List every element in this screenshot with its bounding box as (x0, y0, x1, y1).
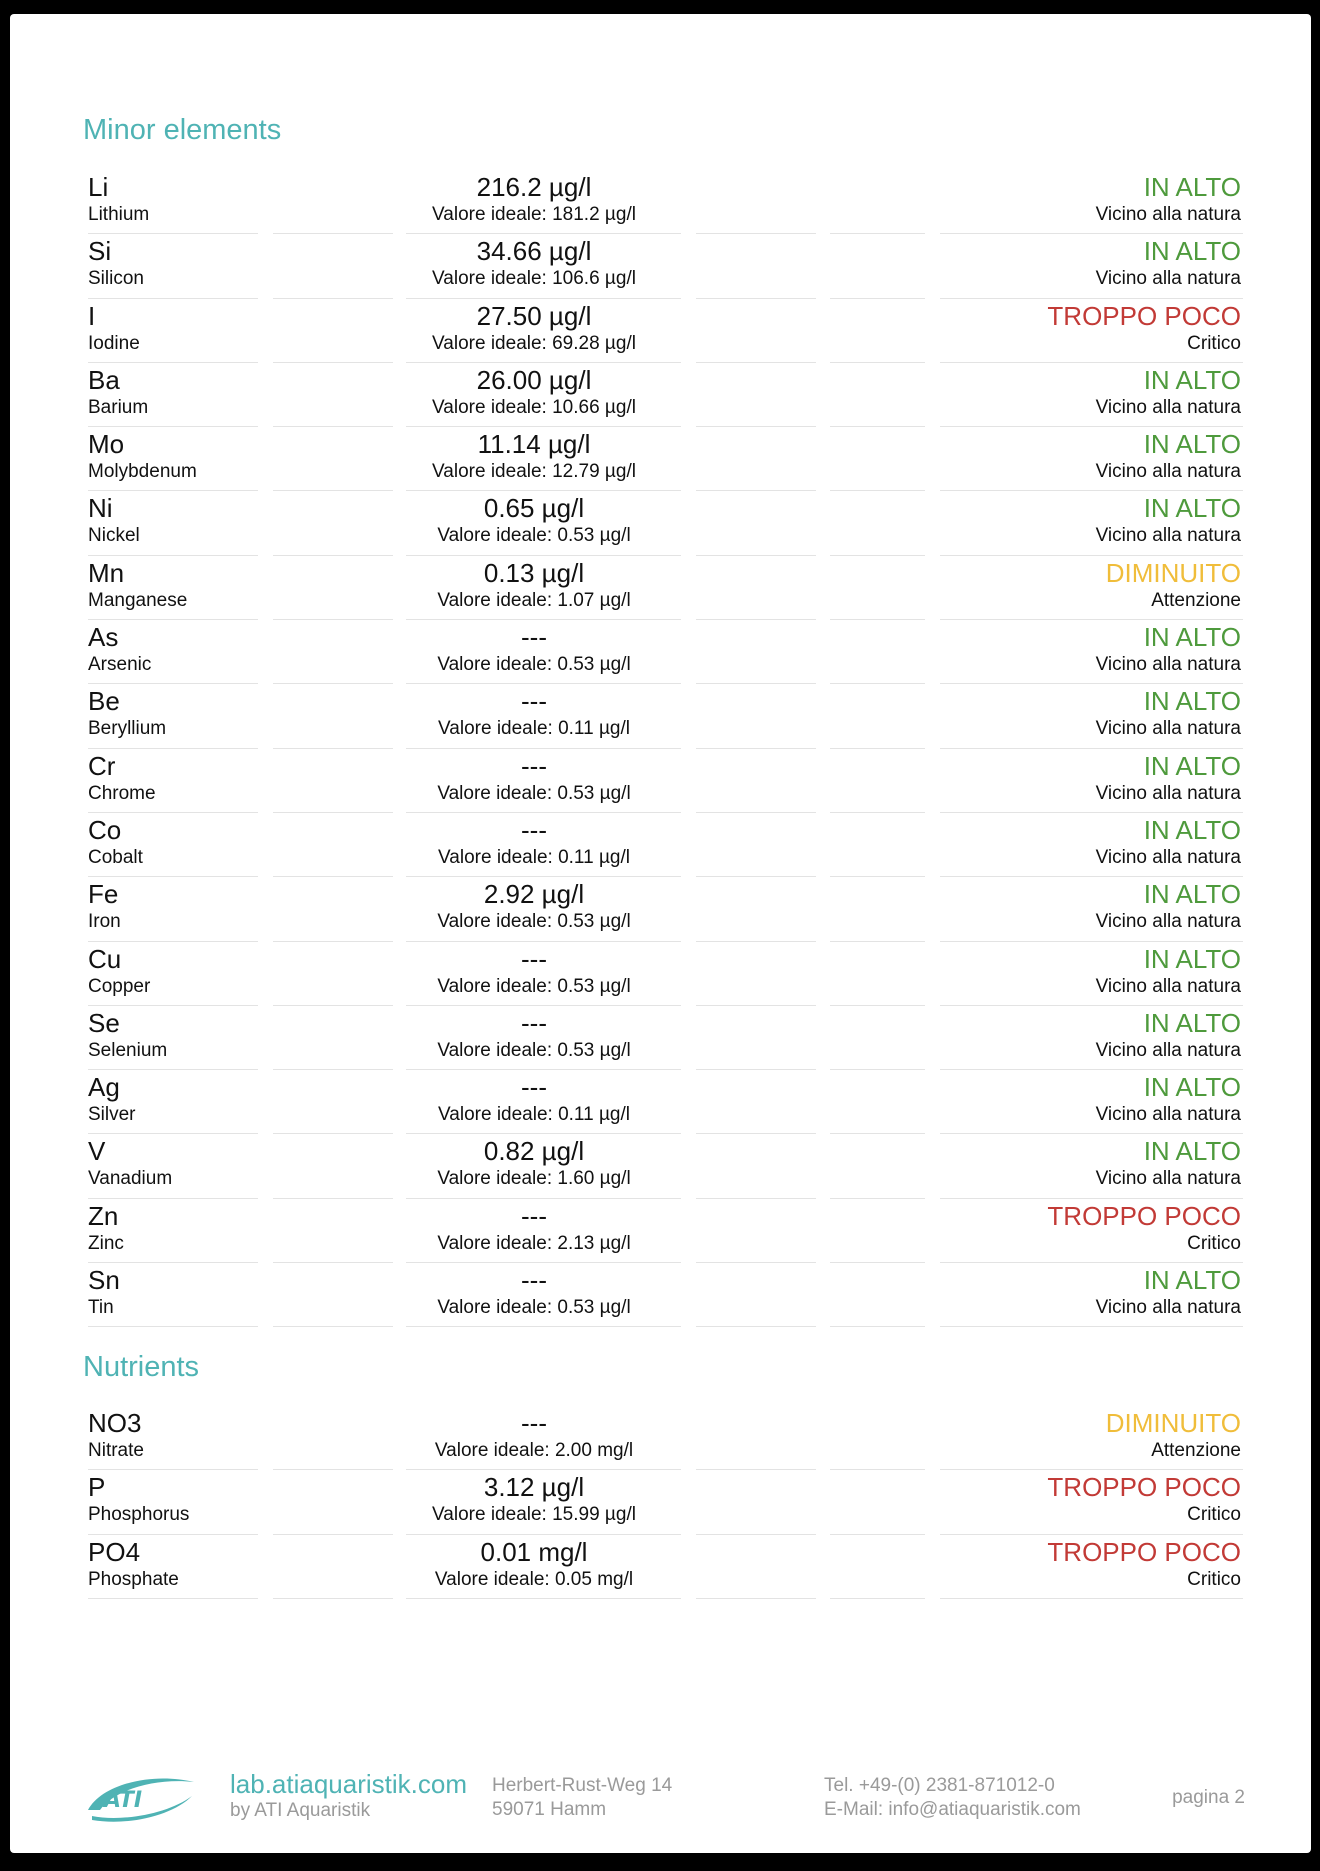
measured-value: 0.13 µg/l (483, 557, 585, 588)
status-label: IN ALTO (1143, 1136, 1241, 1167)
measured-value: --- (521, 622, 547, 653)
status-note: Vicino alla natura (1095, 1039, 1241, 1061)
element-name: Iodine (88, 332, 140, 354)
table-row (83, 1006, 1243, 1070)
measured-value: --- (521, 1007, 547, 1038)
status-note: Vicino alla natura (1095, 1104, 1241, 1126)
element-name: Silver (88, 1104, 136, 1126)
table-row (83, 556, 1243, 620)
status-note: Vicino alla natura (1095, 268, 1241, 290)
table-row (83, 684, 1243, 748)
status-note: Critico (1187, 1568, 1241, 1590)
measured-value: 216.2 µg/l (476, 172, 592, 202)
element-name: Silicon (88, 268, 144, 290)
status-label: DIMINUITO (1105, 557, 1241, 588)
status-note: Vicino alla natura (1095, 718, 1241, 740)
footer-email[interactable]: E-Mail: info@atiaquaristik.com (824, 1799, 1081, 1820)
element-name: Phosphate (88, 1568, 179, 1590)
measured-value: 3.12 µg/l (483, 1472, 585, 1503)
element-symbol: Co (88, 814, 122, 845)
footer-site-link[interactable]: lab.atiaquaristik.com (230, 1769, 467, 1799)
table-row (83, 1535, 1243, 1599)
table-row (83, 813, 1243, 877)
status-note: Vicino alla natura (1095, 654, 1241, 676)
table-row (83, 1070, 1243, 1134)
status-label: IN ALTO (1143, 943, 1241, 974)
status-label: IN ALTO (1143, 622, 1241, 653)
footer-byline: by ATI Aquaristik (230, 1800, 371, 1821)
element-name: Molybdenum (88, 461, 197, 483)
status-note: Vicino alla natura (1095, 846, 1241, 868)
table-row (83, 234, 1243, 298)
table-row (83, 170, 1243, 234)
report-page (10, 14, 1311, 1853)
status-label: IN ALTO (1143, 814, 1241, 845)
status-label: TROPPO POCO (1047, 1472, 1241, 1503)
element-symbol: PO4 (88, 1536, 141, 1567)
element-name: Selenium (88, 1039, 168, 1061)
ideal-value: Valore ideale: 0.11 µg/l (438, 1104, 630, 1126)
element-name: Cobalt (88, 846, 143, 868)
element-name: Nitrate (88, 1440, 144, 1461)
ideal-value: Valore ideale: 69.28 µg/l (432, 332, 636, 354)
ideal-value: Valore ideale: 0.05 mg/l (434, 1568, 634, 1590)
element-name: Chrome (88, 782, 156, 804)
table-row (83, 1470, 1243, 1534)
table-row (83, 299, 1243, 363)
ati-logo-icon (82, 1766, 202, 1826)
status-label: TROPPO POCO (1047, 300, 1241, 331)
element-symbol: Ag (88, 1072, 120, 1103)
element-symbol: Mo (88, 429, 125, 460)
table-row (83, 1134, 1243, 1198)
measured-value: --- (521, 1265, 547, 1296)
element-symbol: Ni (88, 493, 113, 524)
status-note: Vicino alla natura (1095, 782, 1241, 804)
status-label: TROPPO POCO (1047, 1200, 1241, 1231)
status-label: IN ALTO (1143, 493, 1241, 524)
ideal-value: Valore ideale: 0.53 µg/l (437, 911, 631, 933)
ideal-value: Valore ideale: 1.07 µg/l (437, 589, 631, 611)
table-row (83, 749, 1243, 813)
section-title-nutrients: Nutrients (83, 1351, 200, 1383)
measured-value: --- (521, 1200, 547, 1231)
table-row (83, 363, 1243, 427)
element-symbol: Ba (88, 364, 120, 395)
measured-value: 34.66 µg/l (476, 236, 592, 267)
element-symbol: Cr (88, 750, 116, 781)
ideal-value: Valore ideale: 0.53 µg/l (437, 1039, 631, 1061)
measured-value: 27.50 µg/l (476, 300, 592, 331)
element-name: Lithium (88, 204, 150, 225)
status-note: Vicino alla natura (1095, 396, 1241, 418)
element-name: Vanadium (88, 1168, 173, 1190)
element-name: Copper (88, 975, 151, 997)
measured-value: 2.92 µg/l (483, 879, 585, 910)
measured-value: --- (521, 943, 547, 974)
table-row (83, 1406, 1243, 1470)
status-label: IN ALTO (1143, 686, 1241, 717)
element-name: Barium (88, 396, 149, 418)
measured-value: --- (521, 750, 547, 781)
ideal-value: Valore ideale: 181.2 µg/l (432, 204, 636, 225)
ideal-value: Valore ideale: 1.60 µg/l (437, 1168, 631, 1190)
status-note: Attenzione (1151, 1440, 1241, 1461)
ideal-value: Valore ideale: 0.53 µg/l (437, 975, 631, 997)
element-name: Zinc (88, 1232, 124, 1254)
row-divider (88, 1326, 1241, 1327)
ideal-value: Valore ideale: 15.99 µg/l (432, 1504, 636, 1526)
table-row (83, 877, 1243, 941)
status-note: Vicino alla natura (1095, 911, 1241, 933)
table-row (83, 1199, 1243, 1263)
minor-elements-table (83, 170, 1243, 1327)
status-label: DIMINUITO (1105, 1408, 1241, 1438)
status-label: IN ALTO (1143, 236, 1241, 267)
section-title-minor-elements: Minor elements (83, 114, 282, 146)
element-symbol: Zn (88, 1200, 119, 1231)
status-note: Critico (1187, 1232, 1241, 1254)
status-label: IN ALTO (1143, 1072, 1241, 1103)
element-name: Tin (88, 1297, 114, 1319)
ideal-value: Valore ideale: 0.11 µg/l (438, 718, 630, 740)
nutrients-table (83, 1406, 1243, 1599)
footer-address-street: Herbert-Rust-Weg 14 (492, 1775, 673, 1796)
status-note: Vicino alla natura (1095, 1168, 1241, 1190)
status-label: IN ALTO (1143, 172, 1241, 202)
element-symbol: NO3 (88, 1408, 142, 1438)
element-symbol: I (88, 300, 96, 331)
element-symbol: Fe (88, 879, 119, 910)
measured-value: 26.00 µg/l (476, 364, 592, 395)
element-name: Iron (88, 911, 121, 933)
element-symbol: Si (88, 236, 112, 267)
measured-value: 0.65 µg/l (483, 493, 585, 524)
element-symbol: Sn (88, 1265, 120, 1296)
table-row (83, 942, 1243, 1006)
element-symbol: P (88, 1472, 106, 1503)
measured-value: --- (521, 1072, 547, 1103)
element-name: Beryllium (88, 718, 167, 740)
measured-value: 0.82 µg/l (483, 1136, 585, 1167)
element-symbol: As (88, 622, 119, 653)
status-label: IN ALTO (1143, 429, 1241, 460)
status-label: IN ALTO (1143, 1007, 1241, 1038)
element-symbol: V (88, 1136, 106, 1167)
table-row (83, 491, 1243, 555)
ideal-value: Valore ideale: 2.13 µg/l (437, 1232, 631, 1254)
logo-text: ATI (104, 1788, 143, 1813)
status-label: IN ALTO (1143, 1265, 1241, 1296)
status-note: Vicino alla natura (1095, 975, 1241, 997)
ideal-value: Valore ideale: 10.66 µg/l (432, 396, 636, 418)
status-label: IN ALTO (1143, 879, 1241, 910)
status-note: Vicino alla natura (1095, 525, 1241, 547)
status-note: Vicino alla natura (1095, 1297, 1241, 1319)
measured-value: --- (521, 686, 547, 717)
element-symbol: Cu (88, 943, 122, 974)
status-note: Critico (1187, 332, 1241, 354)
ideal-value: Valore ideale: 0.53 µg/l (437, 1297, 631, 1319)
ideal-value: Valore ideale: 2.00 mg/l (434, 1440, 634, 1461)
element-symbol: Se (88, 1007, 120, 1038)
status-label: IN ALTO (1143, 750, 1241, 781)
page-number: pagina 2 (1172, 1787, 1245, 1808)
element-name: Phosphorus (88, 1504, 190, 1526)
ideal-value: Valore ideale: 0.53 µg/l (437, 654, 631, 676)
ideal-value: Valore ideale: 106.6 µg/l (432, 268, 636, 290)
table-row (83, 427, 1243, 491)
status-note: Attenzione (1151, 589, 1241, 611)
element-name: Manganese (88, 589, 188, 611)
status-note: Critico (1187, 1504, 1241, 1526)
ideal-value: Valore ideale: 0.53 µg/l (437, 525, 631, 547)
table-row (83, 620, 1243, 684)
measured-value: 11.14 µg/l (477, 429, 591, 460)
footer-phone: Tel. +49-(0) 2381-871012-0 (824, 1775, 1055, 1796)
row-divider (88, 1598, 1241, 1599)
ideal-value: Valore ideale: 0.11 µg/l (438, 846, 630, 868)
measured-value: --- (521, 814, 547, 845)
ideal-value: Valore ideale: 0.53 µg/l (437, 782, 631, 804)
element-symbol: Li (88, 172, 109, 202)
footer-address-city: 59071 Hamm (492, 1799, 607, 1820)
status-note: Vicino alla natura (1095, 461, 1241, 483)
element-symbol: Be (88, 686, 120, 717)
element-name: Nickel (88, 525, 140, 547)
measured-value: --- (521, 1408, 547, 1438)
measured-value: 0.01 mg/l (480, 1536, 588, 1567)
page-footer (10, 1742, 1311, 1822)
table-row (83, 1263, 1243, 1327)
ideal-value: Valore ideale: 12.79 µg/l (432, 461, 636, 483)
element-symbol: Mn (88, 557, 125, 588)
status-note: Vicino alla natura (1095, 204, 1241, 225)
status-label: IN ALTO (1143, 364, 1241, 395)
element-name: Arsenic (88, 654, 152, 676)
status-label: TROPPO POCO (1047, 1536, 1241, 1567)
